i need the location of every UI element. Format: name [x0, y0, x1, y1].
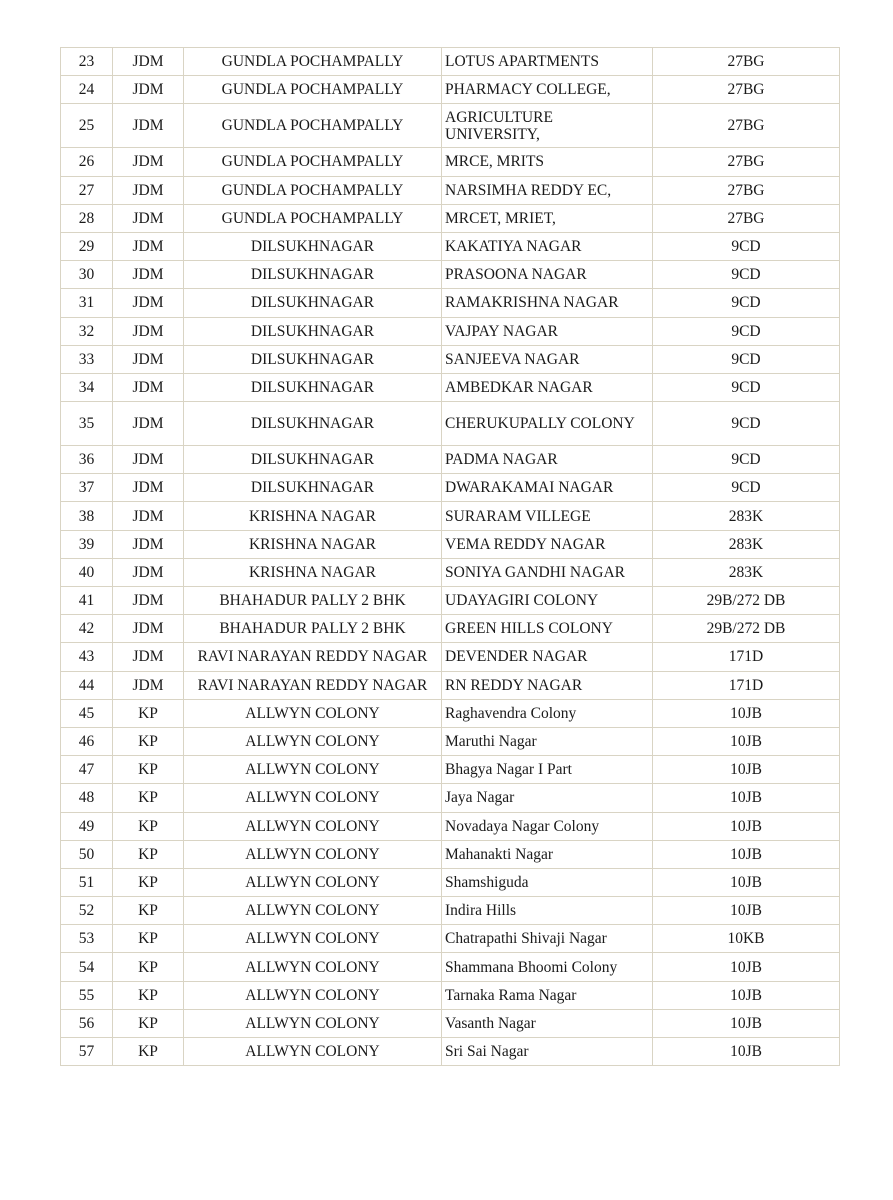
table-row: [61, 474, 840, 502]
route-number: 27BG: [653, 48, 840, 76]
depot: ALLWYN COLONY: [184, 840, 442, 868]
division: JDM: [113, 558, 184, 586]
depot: ALLWYN COLONY: [184, 1009, 442, 1037]
division: JDM: [113, 530, 184, 558]
division: KP: [113, 699, 184, 727]
area: Indira Hills: [442, 897, 653, 925]
area: AMBEDKAR NAGAR: [442, 373, 653, 401]
depot: GUNDLA POCHAMPALLY: [184, 76, 442, 104]
serial-number: 45: [61, 699, 113, 727]
depot: DILSUKHNAGAR: [184, 373, 442, 401]
table-row: [61, 104, 840, 148]
route-number: 27BG: [653, 176, 840, 204]
table-row: [61, 76, 840, 104]
table-row: [61, 643, 840, 671]
route-number: 10JB: [653, 840, 840, 868]
division: JDM: [113, 446, 184, 474]
area: KAKATIYA NAGAR: [442, 232, 653, 260]
division: JDM: [113, 148, 184, 176]
serial-number: 32: [61, 317, 113, 345]
table-row: [61, 1009, 840, 1037]
area: PADMA NAGAR: [442, 446, 653, 474]
depot: GUNDLA POCHAMPALLY: [184, 48, 442, 76]
table-row: [61, 699, 840, 727]
division: JDM: [113, 373, 184, 401]
route-number: 171D: [653, 671, 840, 699]
depot: ALLWYN COLONY: [184, 897, 442, 925]
division: KP: [113, 812, 184, 840]
area: NARSIMHA REDDY EC,: [442, 176, 653, 204]
route-number: 9CD: [653, 345, 840, 373]
division: JDM: [113, 345, 184, 373]
serial-number: 30: [61, 261, 113, 289]
route-number: 10JB: [653, 784, 840, 812]
serial-number: 33: [61, 345, 113, 373]
division: JDM: [113, 317, 184, 345]
serial-number: 50: [61, 840, 113, 868]
serial-number: 39: [61, 530, 113, 558]
serial-number: 55: [61, 981, 113, 1009]
area: MRCET, MRIET,: [442, 204, 653, 232]
division: KP: [113, 897, 184, 925]
route-number: 9CD: [653, 317, 840, 345]
depot: ALLWYN COLONY: [184, 868, 442, 896]
depot: GUNDLA POCHAMPALLY: [184, 204, 442, 232]
depot: ALLWYN COLONY: [184, 784, 442, 812]
table-row: [61, 868, 840, 896]
division: JDM: [113, 587, 184, 615]
table-row: [61, 502, 840, 530]
serial-number: 51: [61, 868, 113, 896]
depot: DILSUKHNAGAR: [184, 345, 442, 373]
division: JDM: [113, 615, 184, 643]
division: KP: [113, 925, 184, 953]
route-number: 29B/272 DB: [653, 615, 840, 643]
area: PRASOONA NAGAR: [442, 261, 653, 289]
area: Sri Sai Nagar: [442, 1038, 653, 1066]
table-row: [61, 232, 840, 260]
route-number: 283K: [653, 502, 840, 530]
depot: GUNDLA POCHAMPALLY: [184, 148, 442, 176]
division: JDM: [113, 176, 184, 204]
serial-number: 43: [61, 643, 113, 671]
area: Tarnaka Rama Nagar: [442, 981, 653, 1009]
route-number: 9CD: [653, 289, 840, 317]
depot: KRISHNA NAGAR: [184, 558, 442, 586]
depot: ALLWYN COLONY: [184, 981, 442, 1009]
serial-number: 29: [61, 232, 113, 260]
area: UDAYAGIRI COLONY: [442, 587, 653, 615]
division: JDM: [113, 474, 184, 502]
serial-number: 25: [61, 104, 113, 148]
serial-number: 23: [61, 48, 113, 76]
table-row: [61, 784, 840, 812]
route-number: 10JB: [653, 727, 840, 755]
depot: DILSUKHNAGAR: [184, 446, 442, 474]
depot: GUNDLA POCHAMPALLY: [184, 176, 442, 204]
area: Raghavendra Colony: [442, 699, 653, 727]
serial-number: 40: [61, 558, 113, 586]
area: PHARMACY COLLEGE,: [442, 76, 653, 104]
division: JDM: [113, 643, 184, 671]
depot: ALLWYN COLONY: [184, 756, 442, 784]
table-row: [61, 176, 840, 204]
table-row: [61, 812, 840, 840]
depot: ALLWYN COLONY: [184, 699, 442, 727]
serial-number: 42: [61, 615, 113, 643]
area: CHERUKUPALLY COLONY: [442, 402, 653, 446]
division: JDM: [113, 204, 184, 232]
route-number: 283K: [653, 558, 840, 586]
depot: BHAHADUR PALLY 2 BHK: [184, 587, 442, 615]
route-number: 10JB: [653, 812, 840, 840]
division: JDM: [113, 402, 184, 446]
route-number: 10JB: [653, 868, 840, 896]
table-row: [61, 345, 840, 373]
route-number: 9CD: [653, 446, 840, 474]
division: KP: [113, 868, 184, 896]
table-row: [61, 981, 840, 1009]
area: Shamshiguda: [442, 868, 653, 896]
route-table: [60, 47, 840, 1066]
table-row: [61, 953, 840, 981]
division: KP: [113, 981, 184, 1009]
division: JDM: [113, 671, 184, 699]
serial-number: 56: [61, 1009, 113, 1037]
table-row: [61, 756, 840, 784]
route-number: 10KB: [653, 925, 840, 953]
depot: ALLWYN COLONY: [184, 953, 442, 981]
route-number: 29B/272 DB: [653, 587, 840, 615]
table-row: [61, 925, 840, 953]
division: KP: [113, 953, 184, 981]
serial-number: 46: [61, 727, 113, 755]
table-row: [61, 727, 840, 755]
area: Bhagya Nagar I Part: [442, 756, 653, 784]
division: KP: [113, 1009, 184, 1037]
division: JDM: [113, 232, 184, 260]
serial-number: 37: [61, 474, 113, 502]
area: Maruthi Nagar: [442, 727, 653, 755]
depot: ALLWYN COLONY: [184, 925, 442, 953]
route-number: 9CD: [653, 402, 840, 446]
table-row: [61, 289, 840, 317]
table-row: [61, 530, 840, 558]
serial-number: 41: [61, 587, 113, 615]
serial-number: 47: [61, 756, 113, 784]
area: SONIYA GANDHI NAGAR: [442, 558, 653, 586]
serial-number: 49: [61, 812, 113, 840]
depot: RAVI NARAYAN REDDY NAGAR: [184, 643, 442, 671]
table-row: [61, 671, 840, 699]
division: KP: [113, 1038, 184, 1066]
depot: DILSUKHNAGAR: [184, 261, 442, 289]
area: Mahanakti Nagar: [442, 840, 653, 868]
route-number: 27BG: [653, 104, 840, 148]
table-row: [61, 615, 840, 643]
area: Vasanth Nagar: [442, 1009, 653, 1037]
route-number: 9CD: [653, 261, 840, 289]
table-row: [61, 148, 840, 176]
table-row: [61, 373, 840, 401]
area: LOTUS APARTMENTS: [442, 48, 653, 76]
serial-number: 57: [61, 1038, 113, 1066]
area: DEVENDER NAGAR: [442, 643, 653, 671]
serial-number: 44: [61, 671, 113, 699]
serial-number: 54: [61, 953, 113, 981]
division: JDM: [113, 48, 184, 76]
depot: KRISHNA NAGAR: [184, 502, 442, 530]
serial-number: 52: [61, 897, 113, 925]
serial-number: 36: [61, 446, 113, 474]
table-row: [61, 317, 840, 345]
division: KP: [113, 756, 184, 784]
table-row: [61, 1038, 840, 1066]
route-number: 9CD: [653, 474, 840, 502]
route-number: 27BG: [653, 204, 840, 232]
depot: DILSUKHNAGAR: [184, 232, 442, 260]
table-row: [61, 48, 840, 76]
serial-number: 28: [61, 204, 113, 232]
division: JDM: [113, 76, 184, 104]
depot: ALLWYN COLONY: [184, 812, 442, 840]
route-number: 283K: [653, 530, 840, 558]
table-row: [61, 446, 840, 474]
serial-number: 26: [61, 148, 113, 176]
serial-number: 31: [61, 289, 113, 317]
area: GREEN HILLS COLONY: [442, 615, 653, 643]
serial-number: 48: [61, 784, 113, 812]
depot: RAVI NARAYAN REDDY NAGAR: [184, 671, 442, 699]
depot: GUNDLA POCHAMPALLY: [184, 104, 442, 148]
area: SURARAM VILLEGE: [442, 502, 653, 530]
table-row: [61, 402, 840, 446]
serial-number: 53: [61, 925, 113, 953]
area: Novadaya Nagar Colony: [442, 812, 653, 840]
division: JDM: [113, 502, 184, 530]
area: Shammana Bhoomi Colony: [442, 953, 653, 981]
area: VEMA REDDY NAGAR: [442, 530, 653, 558]
route-number: 10JB: [653, 981, 840, 1009]
depot: ALLWYN COLONY: [184, 727, 442, 755]
division: JDM: [113, 261, 184, 289]
table-row: [61, 587, 840, 615]
route-number: 10JB: [653, 1009, 840, 1037]
depot: DILSUKHNAGAR: [184, 402, 442, 446]
route-number: 10JB: [653, 897, 840, 925]
division: JDM: [113, 104, 184, 148]
depot: BHAHADUR PALLY 2 BHK: [184, 615, 442, 643]
depot: DILSUKHNAGAR: [184, 474, 442, 502]
depot: DILSUKHNAGAR: [184, 289, 442, 317]
serial-number: 27: [61, 176, 113, 204]
route-number: 171D: [653, 643, 840, 671]
route-number: 9CD: [653, 232, 840, 260]
table-row: [61, 897, 840, 925]
table-row: [61, 204, 840, 232]
division: KP: [113, 727, 184, 755]
route-number: 9CD: [653, 373, 840, 401]
area: Jaya Nagar: [442, 784, 653, 812]
route-number: 27BG: [653, 148, 840, 176]
area: RN REDDY NAGAR: [442, 671, 653, 699]
area: AGRICULTURE UNIVERSITY,: [442, 104, 653, 148]
table-row: [61, 840, 840, 868]
area: DWARAKAMAI NAGAR: [442, 474, 653, 502]
route-number: 10JB: [653, 953, 840, 981]
area: VAJPAY NAGAR: [442, 317, 653, 345]
route-number: 10JB: [653, 699, 840, 727]
route-number: 27BG: [653, 76, 840, 104]
area: RAMAKRISHNA NAGAR: [442, 289, 653, 317]
depot: KRISHNA NAGAR: [184, 530, 442, 558]
division: KP: [113, 784, 184, 812]
serial-number: 24: [61, 76, 113, 104]
depot: DILSUKHNAGAR: [184, 317, 442, 345]
route-number: 10JB: [653, 1038, 840, 1066]
area: MRCE, MRITS: [442, 148, 653, 176]
table-row: [61, 558, 840, 586]
depot: ALLWYN COLONY: [184, 1038, 442, 1066]
route-number: 10JB: [653, 756, 840, 784]
area: Chatrapathi Shivaji Nagar: [442, 925, 653, 953]
division: JDM: [113, 289, 184, 317]
serial-number: 35: [61, 402, 113, 446]
area: SANJEEVA NAGAR: [442, 345, 653, 373]
table-row: [61, 261, 840, 289]
division: KP: [113, 840, 184, 868]
serial-number: 38: [61, 502, 113, 530]
serial-number: 34: [61, 373, 113, 401]
